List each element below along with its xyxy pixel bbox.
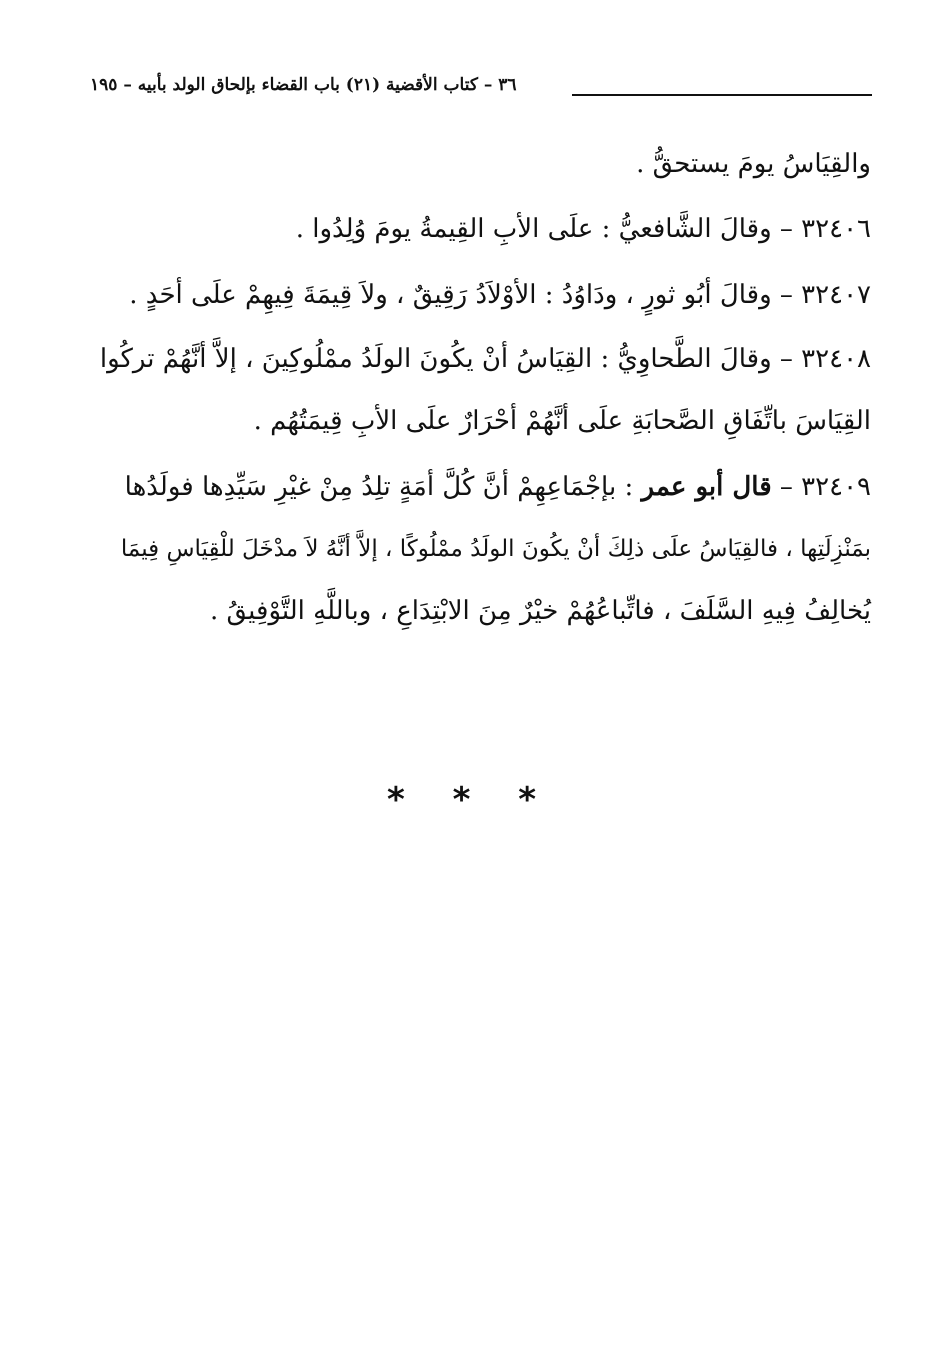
text-line: يُخالِفُ فِيهِ السَّلَفَ ، فاتِّباعُهُمْ خيْرٌ مِنَ الابْتِدَاعِ ، وباللَّهِ التَّوْفِيقُ .	[209, 596, 871, 626]
paragraph-32409-line2	[96, 529, 871, 569]
paragraph-32407	[96, 275, 871, 315]
paragraph-number: ٣٢٤٠٨ –	[771, 344, 871, 374]
text-line: ٣٢٤٠٦ – وقالَ الشَّافعيُّ : علَى الأبِ القِيمةُ يومَ وُلِدُوا .	[295, 214, 871, 244]
running-header	[90, 72, 890, 106]
section-separator: * * *	[386, 780, 554, 820]
text-line: القِيَاسَ باتِّفَاقِ الصَّحابَةِ علَى أنَّهُمْ أحْرَارٌ علَى الأبِ قِيمَتُهُم .	[253, 406, 871, 436]
text-line: والقِيَاسُ يومَ يستحقُّ .	[636, 149, 871, 179]
text-line: وقالَ الطَّحاوِيُّ : القِيَاسُ أنْ يكُونَ الولَدُ ممْلُوكِينَ ، إلاَّ أنَّهُمْ تركُوا	[99, 344, 772, 374]
paragraph-32408	[96, 339, 871, 379]
paragraph-32409-line3	[96, 591, 871, 631]
text-line: ٣٢٤٠٧ – وقالَ أبُو ثورٍ ، ودَاوُدُ : الأوْلاَدُ رَقِيقٌ ، ولاَ قِيمَةَ فِيهِمْ علَى أحَدٍ .	[129, 280, 871, 310]
text-line: : بإجْمَاعِهِمْ أنَّ كُلَّ أمَةٍ تلِدُ مِنْ غيْرِ سَيِّدِها فولَدُها	[124, 472, 642, 502]
paragraph-32406	[96, 209, 871, 249]
header-rule	[572, 94, 872, 96]
header-title: ٣٦ – كتاب الأقضية (٢١) باب القضاء بإلحاق الولد بأبيه – ١٩٥	[90, 75, 517, 95]
speaker-name: قال أبو عمر	[641, 472, 772, 502]
paragraph-32409	[96, 467, 871, 507]
text-line: بمَنْزِلَتِها ، فالقِيَاسُ علَى ذلِكَ أنْ يكُونَ الولَدُ ممْلُوكًا ، إلاَّ أنَّهُ لاَ مدْخَلَ للْقِيَاسِ فِيمَا	[120, 536, 871, 562]
paragraph-number: ٣٢٤٠٩ –	[771, 472, 871, 502]
paragraph-32408-line2	[96, 401, 871, 441]
paragraph-continuation	[96, 144, 871, 184]
